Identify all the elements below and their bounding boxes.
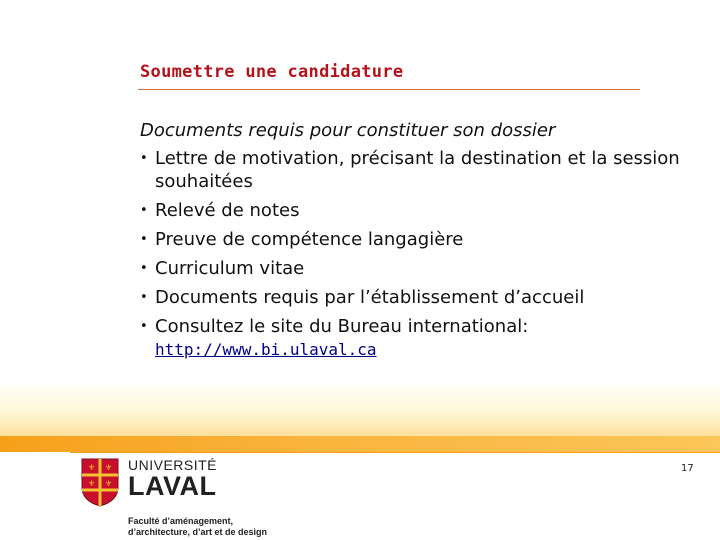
svg-text:⚜: ⚜: [105, 463, 113, 472]
list-item-text: Documents requis par l’établissement d’accueil: [155, 287, 585, 308]
list-item: [140, 315, 700, 361]
documents-heading: Documents requis pour constituer son dossier: [140, 120, 556, 141]
list-item-text: Relevé de notes: [155, 200, 300, 221]
footer-orange-bar: [0, 436, 720, 452]
coat-of-arms-icon: [80, 457, 120, 507]
slide-title: Soumettre une candidature: [140, 62, 404, 82]
bullet-icon: •: [140, 261, 148, 276]
faculty-line2: d’architecture, d’art et de design: [128, 527, 268, 537]
university-line2: LAVAL: [128, 471, 217, 501]
university-logo: [80, 457, 268, 537]
bullet-icon: •: [140, 290, 148, 305]
university-line1: UNIVERSITÉ: [128, 457, 218, 473]
svg-text:⚜: ⚜: [88, 463, 96, 472]
list-item-text: Consultez le site du Bureau international:: [155, 316, 529, 337]
list-item-text: Preuve de compétence langagière: [155, 229, 464, 250]
bullet-icon: •: [140, 151, 148, 166]
page-number: 17: [681, 463, 694, 474]
title-underline: [138, 89, 640, 90]
university-wordmark: [128, 457, 217, 500]
list-item-text: Lettre de motivation, précisant la destination et la session souhaitées: [155, 148, 680, 192]
bureau-international-link[interactable]: http://www.bi.ulaval.ca: [155, 340, 377, 359]
bullet-icon: •: [140, 203, 148, 218]
faculty-name: [128, 516, 288, 538]
slide-content: [140, 118, 700, 367]
list-item: [140, 286, 700, 309]
bullet-icon: •: [140, 319, 148, 334]
list-item: [140, 257, 700, 280]
footer-rule: [70, 452, 720, 453]
svg-text:⚜: ⚜: [105, 479, 113, 488]
svg-text:⚜: ⚜: [88, 479, 96, 488]
list-item-text: Curriculum vitae: [155, 258, 305, 279]
bullet-icon: •: [140, 232, 148, 247]
list-item: [140, 228, 700, 251]
list-item: [140, 199, 700, 222]
faculty-line1: Faculté d’aménagement,: [128, 516, 234, 526]
requirements-list: [140, 147, 700, 361]
list-item: [140, 147, 700, 193]
